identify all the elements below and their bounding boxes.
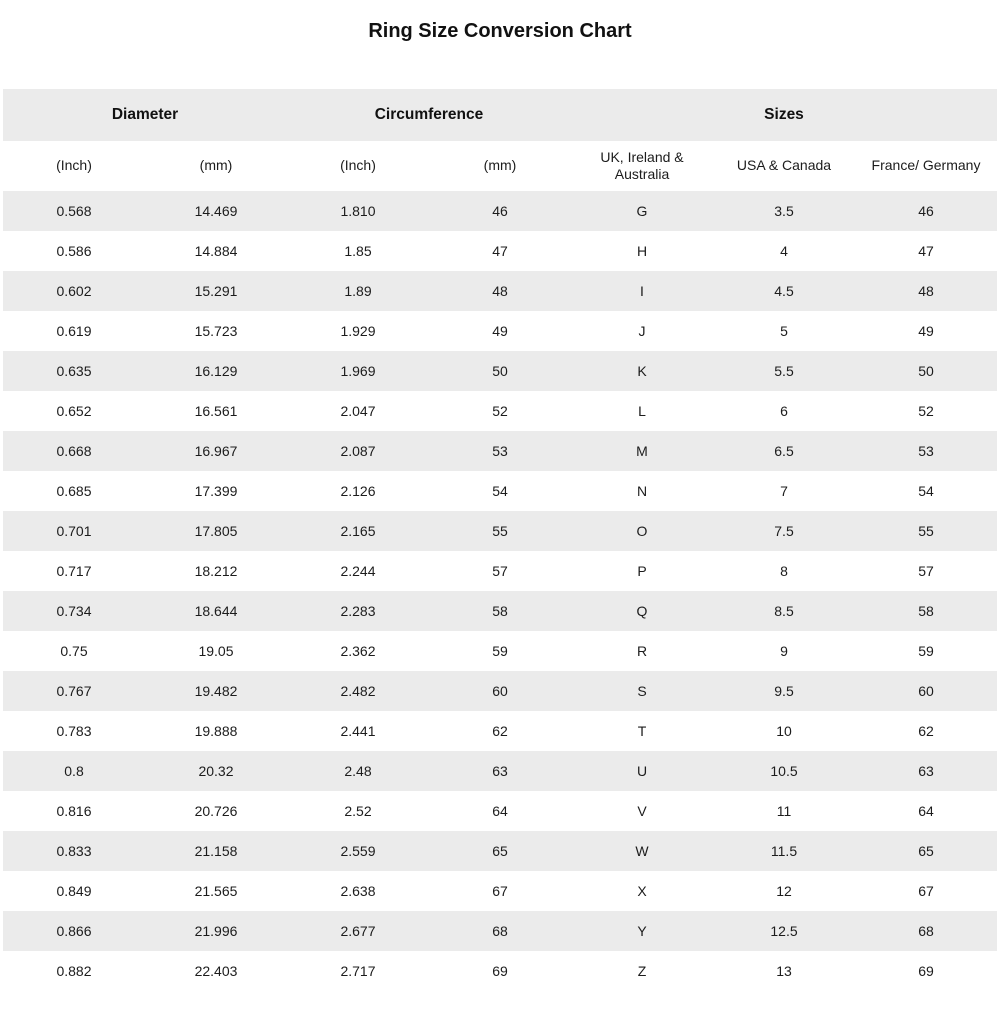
- cell-uk-ireland-australia: P: [637, 563, 647, 579]
- cell-uk-ireland-australia: S: [637, 683, 647, 699]
- cell-diameter-mm: 20.32: [198, 763, 234, 779]
- cell-diameter-mm: 17.805: [194, 523, 238, 539]
- cell-diameter-inch: 0.685: [56, 483, 92, 499]
- cell-circumference-inch: 1.89: [344, 283, 372, 299]
- column-header-row: [3, 141, 997, 191]
- cell-diameter-inch: 0.783: [56, 723, 92, 739]
- cell-diameter-inch: 0.849: [56, 883, 92, 899]
- cell-france-germany: 53: [918, 443, 934, 459]
- cell-uk-ireland-australia: K: [637, 363, 647, 379]
- cell-uk-ireland-australia: X: [637, 883, 647, 899]
- cell-usa-canada: 11.5: [770, 843, 798, 859]
- cell-diameter-mm: 17.399: [194, 483, 238, 499]
- cell-circumference-mm: 48: [492, 283, 508, 299]
- cell-circumference-mm: 62: [492, 723, 508, 739]
- table-row: [3, 591, 997, 631]
- cell-uk-ireland-australia: Z: [637, 963, 647, 979]
- cell-circumference-mm: 59: [492, 643, 508, 659]
- cell-circumference-mm: 60: [492, 683, 508, 699]
- cell-circumference-mm: 46: [492, 203, 508, 219]
- cell-diameter-mm: 14.469: [194, 203, 238, 219]
- cell-france-germany: 50: [918, 363, 934, 379]
- cell-uk-ireland-australia: L: [638, 403, 646, 419]
- cell-usa-canada: 10.5: [770, 763, 798, 779]
- cell-diameter-mm: 14.884: [194, 243, 238, 259]
- cell-france-germany: 64: [918, 803, 934, 819]
- cell-uk-ireland-australia: J: [638, 323, 646, 339]
- cell-diameter-mm: 22.403: [194, 963, 238, 979]
- cell-diameter-inch: 0.602: [56, 283, 92, 299]
- cell-diameter-mm: 19.888: [194, 723, 238, 739]
- cell-uk-ireland-australia: Q: [636, 603, 648, 619]
- cell-uk-ireland-australia: G: [636, 203, 648, 219]
- group-header-circumference: Circumference: [287, 89, 571, 141]
- cell-diameter-mm: 18.212: [194, 563, 238, 579]
- cell-usa-canada: 13: [776, 963, 792, 979]
- table-row: [3, 351, 997, 391]
- cell-france-germany: 65: [918, 843, 934, 859]
- cell-diameter-mm: 21.565: [194, 883, 238, 899]
- cell-usa-canada: 8.5: [774, 603, 794, 619]
- cell-uk-ireland-australia: M: [636, 443, 648, 459]
- cell-france-germany: 47: [918, 243, 934, 259]
- cell-circumference-inch: 2.126: [340, 483, 376, 499]
- table-row: [3, 551, 997, 591]
- cell-diameter-inch: 0.635: [56, 363, 92, 379]
- cell-diameter-mm: 15.723: [194, 323, 238, 339]
- table-row: [3, 751, 997, 791]
- cell-circumference-mm: 68: [492, 923, 508, 939]
- cell-circumference-mm: 52: [492, 403, 508, 419]
- col-header-uk-ireland-australia: UK, Ireland & Australia: [571, 141, 713, 191]
- cell-usa-canada: 5: [780, 323, 788, 339]
- cell-france-germany: 69: [918, 963, 934, 979]
- cell-diameter-inch: 0.833: [56, 843, 92, 859]
- cell-diameter-inch: 0.8: [64, 763, 84, 779]
- table-row: [3, 631, 997, 671]
- page-title: Ring Size Conversion Chart: [368, 20, 632, 42]
- table-row: [3, 271, 997, 311]
- cell-diameter-mm: 16.967: [194, 443, 238, 459]
- cell-usa-canada: 4.5: [774, 283, 794, 299]
- col-header-diameter-inch: (Inch): [3, 141, 145, 191]
- cell-circumference-inch: 2.244: [340, 563, 376, 579]
- column-group-row: [3, 89, 997, 141]
- cell-circumference-inch: 2.087: [340, 443, 376, 459]
- cell-diameter-inch: 0.866: [56, 923, 92, 939]
- col-header-diameter-mm: (mm): [145, 141, 287, 191]
- cell-diameter-inch: 0.75: [60, 643, 88, 659]
- cell-usa-canada: 11: [776, 803, 792, 819]
- cell-usa-canada: 5.5: [774, 363, 794, 379]
- cell-diameter-inch: 0.816: [56, 803, 92, 819]
- cell-circumference-inch: 1.969: [340, 363, 376, 379]
- cell-diameter-inch: 0.734: [56, 603, 92, 619]
- cell-circumference-mm: 64: [492, 803, 508, 819]
- cell-circumference-inch: 2.362: [340, 643, 376, 659]
- cell-usa-canada: 4: [780, 243, 788, 259]
- cell-usa-canada: 12.5: [770, 923, 798, 939]
- cell-uk-ireland-australia: R: [636, 643, 648, 659]
- cell-diameter-mm: 19.05: [198, 643, 234, 659]
- table-row: [3, 311, 997, 351]
- cell-france-germany: 49: [918, 323, 934, 339]
- cell-circumference-inch: 1.85: [344, 243, 372, 259]
- cell-france-germany: 60: [918, 683, 934, 699]
- cell-france-germany: 55: [918, 523, 934, 539]
- cell-uk-ireland-australia: N: [636, 483, 648, 499]
- cell-circumference-inch: 1.810: [340, 203, 376, 219]
- cell-diameter-inch: 0.586: [56, 243, 92, 259]
- cell-uk-ireland-australia: U: [636, 763, 648, 779]
- cell-uk-ireland-australia: Y: [637, 923, 647, 939]
- cell-france-germany: 58: [918, 603, 934, 619]
- table-row: [3, 431, 997, 471]
- cell-circumference-inch: 2.283: [340, 603, 376, 619]
- cell-usa-canada: 8: [780, 563, 788, 579]
- table-row: [3, 511, 997, 551]
- cell-diameter-inch: 0.668: [56, 443, 92, 459]
- cell-usa-canada: 6.5: [774, 443, 794, 459]
- cell-diameter-inch: 0.717: [56, 563, 92, 579]
- cell-diameter-mm: 16.129: [194, 363, 238, 379]
- group-header-sizes: Sizes: [571, 89, 997, 141]
- cell-diameter-inch: 0.619: [56, 323, 92, 339]
- cell-circumference-mm: 53: [492, 443, 508, 459]
- table-row: [3, 711, 997, 751]
- cell-circumference-mm: 67: [492, 883, 508, 899]
- table-row: [3, 231, 997, 271]
- cell-usa-canada: 12: [776, 883, 792, 899]
- table-row: [3, 831, 997, 871]
- cell-circumference-mm: 63: [492, 763, 508, 779]
- cell-circumference-inch: 2.482: [340, 683, 376, 699]
- cell-france-germany: 52: [918, 403, 934, 419]
- table-row: [3, 671, 997, 711]
- group-header-diameter: Diameter: [3, 89, 287, 141]
- cell-circumference-mm: 50: [492, 363, 508, 379]
- col-header-usa-canada: USA & Canada: [713, 141, 855, 191]
- cell-circumference-mm: 58: [492, 603, 508, 619]
- cell-diameter-inch: 0.767: [56, 683, 92, 699]
- cell-diameter-mm: 19.482: [194, 683, 238, 699]
- cell-circumference-inch: 2.717: [340, 963, 376, 979]
- cell-france-germany: 67: [918, 883, 934, 899]
- table-body: [3, 191, 997, 991]
- table-row: [3, 191, 997, 231]
- cell-usa-canada: 10: [776, 723, 792, 739]
- cell-circumference-mm: 57: [492, 563, 508, 579]
- cell-usa-canada: 3.5: [774, 203, 794, 219]
- cell-uk-ireland-australia: O: [636, 523, 648, 539]
- cell-circumference-mm: 49: [492, 323, 508, 339]
- cell-uk-ireland-australia: H: [636, 243, 648, 259]
- table-row: [3, 871, 997, 911]
- cell-usa-canada: 9.5: [774, 683, 794, 699]
- cell-circumference-mm: 69: [492, 963, 508, 979]
- table-row: [3, 471, 997, 511]
- table-row: [3, 951, 997, 991]
- cell-diameter-mm: 20.726: [194, 803, 238, 819]
- cell-france-germany: 62: [918, 723, 934, 739]
- cell-circumference-inch: 2.047: [340, 403, 376, 419]
- table-row: [3, 791, 997, 831]
- table-header: [3, 89, 997, 191]
- table-row: [3, 391, 997, 431]
- cell-circumference-mm: 65: [492, 843, 508, 859]
- cell-circumference-inch: 2.677: [340, 923, 376, 939]
- cell-france-germany: 68: [918, 923, 934, 939]
- cell-circumference-inch: 1.929: [340, 323, 376, 339]
- cell-uk-ireland-australia: V: [637, 803, 647, 819]
- cell-france-germany: 46: [918, 203, 934, 219]
- ring-size-conversion-table: [3, 89, 997, 991]
- cell-circumference-inch: 2.52: [344, 803, 372, 819]
- cell-france-germany: 57: [918, 563, 934, 579]
- cell-circumference-inch: 2.441: [340, 723, 376, 739]
- cell-circumference-mm: 47: [492, 243, 508, 259]
- cell-france-germany: 59: [918, 643, 934, 659]
- cell-circumference-mm: 54: [492, 483, 508, 499]
- cell-diameter-mm: 15.291: [194, 283, 238, 299]
- col-header-circumference-inch: (Inch): [287, 141, 429, 191]
- cell-uk-ireland-australia: W: [635, 843, 649, 859]
- cell-diameter-inch: 0.568: [56, 203, 92, 219]
- cell-circumference-mm: 55: [492, 523, 508, 539]
- cell-france-germany: 48: [918, 283, 934, 299]
- cell-diameter-mm: 21.158: [194, 843, 238, 859]
- col-header-france-germany: France/ Germany: [855, 141, 997, 191]
- cell-diameter-mm: 21.996: [194, 923, 238, 939]
- cell-diameter-inch: 0.701: [56, 523, 92, 539]
- cell-usa-canada: 7.5: [774, 523, 794, 539]
- ring-size-chart-page: [0, 20, 1000, 991]
- cell-circumference-inch: 2.559: [340, 843, 376, 859]
- cell-diameter-mm: 16.561: [194, 403, 238, 419]
- cell-circumference-inch: 2.165: [340, 523, 376, 539]
- col-header-circumference-mm: (mm): [429, 141, 571, 191]
- cell-france-germany: 54: [918, 483, 934, 499]
- table-row: [3, 911, 997, 951]
- cell-france-germany: 63: [918, 763, 934, 779]
- cell-diameter-inch: 0.882: [56, 963, 92, 979]
- cell-circumference-inch: 2.638: [340, 883, 376, 899]
- cell-usa-canada: 6: [780, 403, 788, 419]
- cell-diameter-mm: 18.644: [194, 603, 238, 619]
- cell-circumference-inch: 2.48: [344, 763, 372, 779]
- cell-diameter-inch: 0.652: [56, 403, 92, 419]
- cell-uk-ireland-australia: T: [637, 723, 647, 739]
- cell-usa-canada: 9: [780, 643, 788, 659]
- cell-usa-canada: 7: [780, 483, 788, 499]
- cell-uk-ireland-australia: I: [640, 283, 644, 299]
